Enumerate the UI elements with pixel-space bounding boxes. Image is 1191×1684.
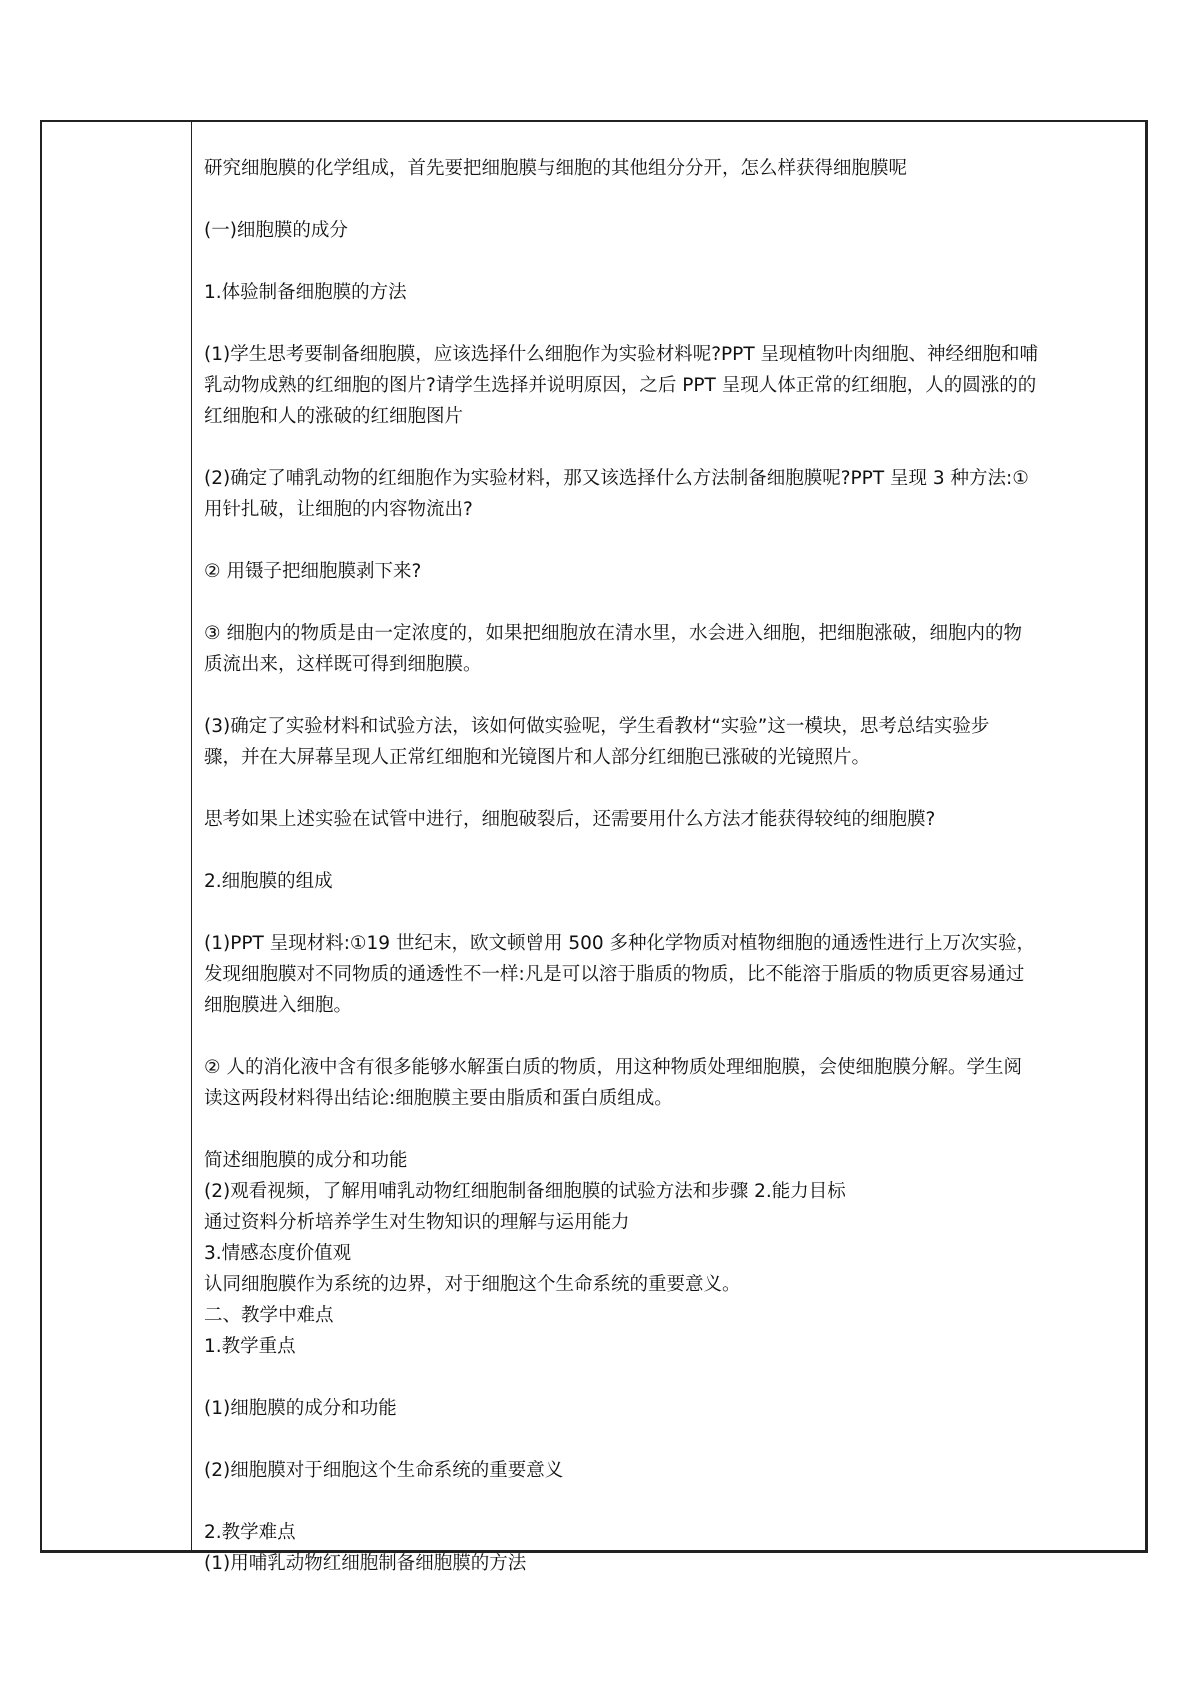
lesson-table (40, 120, 1148, 1574)
text-line: 用针扎破，让细胞的内容物流出? (204, 499, 473, 520)
section-heading: (一)细胞膜的成分 (204, 220, 348, 241)
text-line: 发现细胞膜对不同物质的通透性不一样:凡是可以溶于脂质的物质，比不能溶于脂质的物质更容易通过 (204, 964, 1025, 985)
table-left-column (42, 122, 192, 1550)
text-line: (3)确定了实验材料和试验方法，该如何做实验呢，学生看教材“实验”这一模块，思考总结实验步 (204, 716, 990, 737)
text-line: 3.情感态度价值观 (204, 1243, 352, 1264)
text-line: 乳动物成熟的红细胞的图片?请学生选择并说明原因，之后 PPT 呈现人体正常的红细胞，人的圆涨的的 (204, 375, 1037, 396)
text-line: 思考如果上述实验在试管中进行，细胞破裂后，还需要用什么方法才能获得较纯的细胞膜? (204, 809, 936, 830)
text-line: 读这两段材料得出结论:细胞膜主要由脂质和蛋白质组成。 (204, 1088, 673, 1109)
text-line: 细胞膜进入细胞。 (204, 995, 353, 1016)
text-line: 研究细胞膜的化学组成，首先要把细胞膜与细胞的其他组分分开，怎么样获得细胞膜呢 (204, 158, 908, 179)
text-line: 简述细胞膜的成分和功能 (204, 1150, 408, 1171)
text-line: 红细胞和人的涨破的红细胞图片 (204, 406, 464, 427)
lesson-content (204, 153, 1144, 1579)
text-line: (1)细胞膜的成分和功能 (204, 1398, 397, 1419)
subsection-heading: 2.细胞膜的组成 (204, 871, 333, 892)
text-line: (1)学生思考要制备细胞膜，应该选择什么细胞作为实验材料呢?PPT 呈现植物叶肉细胞、神经细胞和哺 (204, 344, 1039, 365)
text-line: (2)确定了哺乳动物的红细胞作为实验材料，那又该选择什么方法制备细胞膜呢?PPT 呈现 3 种方法:① (204, 468, 1029, 489)
text-line: (1)PPT 呈现材料:①19 世纪末，欧文顿曾用 500 多种化学物质对植物细胞的通透性进行上万次实验， (204, 933, 1036, 954)
text-line: 质流出来，这样既可得到细胞膜。 (204, 654, 482, 675)
text-line: (1)用哺乳动物红细胞制备细胞膜的方法 (204, 1553, 527, 1574)
table-right-column (192, 122, 1145, 1574)
subsection-heading: 2.教学难点 (204, 1522, 296, 1543)
section-heading: 二、教学中难点 (204, 1305, 334, 1326)
subsection-heading: 1.教学重点 (204, 1336, 296, 1357)
text-line: 认同细胞膜作为系统的边界，对于细胞这个生命系统的重要意义。 (204, 1274, 741, 1295)
text-line: ② 用镊子把细胞膜剥下来? (204, 561, 422, 582)
text-line: ③ 细胞内的物质是由一定浓度的，如果把细胞放在清水里，水会进入细胞，把细胞涨破，细胞内的物 (204, 623, 1022, 644)
text-line: (2)细胞膜对于细胞这个生命系统的重要意义 (204, 1460, 564, 1481)
subsection-heading: 1.体验制备细胞膜的方法 (204, 282, 407, 303)
text-line: 通过资料分析培养学生对生物知识的理解与运用能力 (204, 1212, 630, 1233)
text-line: ② 人的消化液中含有很多能够水解蛋白质的物质，用这种物质处理细胞膜，会使细胞膜分解。学生阅 (204, 1057, 1022, 1078)
text-line: 骤，并在大屏幕呈现人正常红细胞和光镜图片和人部分红细胞已涨破的光镜照片。 (204, 747, 871, 768)
text-line: (2)观看视频，了解用哺乳动物红细胞制备细胞膜的试验方法和步骤 2.能力目标 (204, 1181, 846, 1202)
